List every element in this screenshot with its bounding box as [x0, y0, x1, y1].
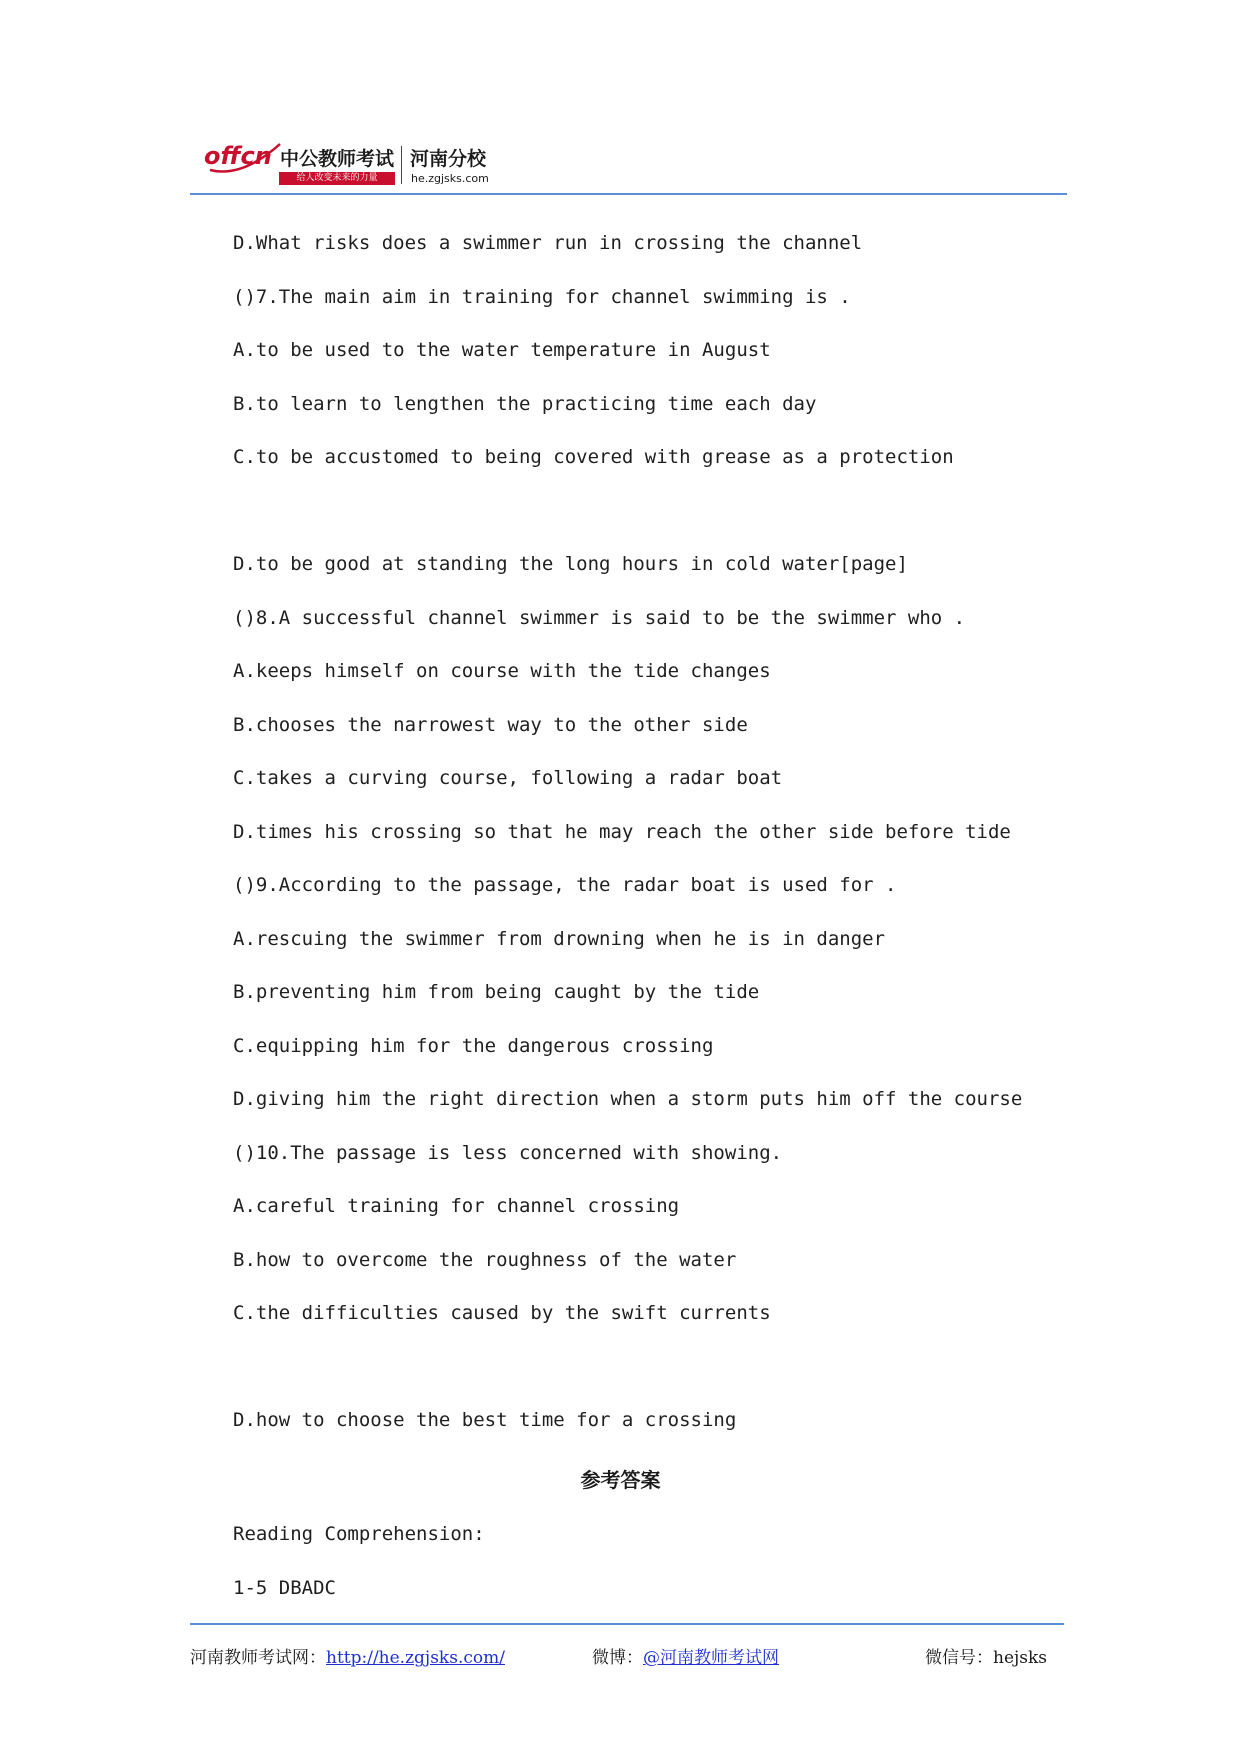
footer-divider [190, 1623, 1064, 1625]
answer-heading: 参考答案 [580, 1468, 661, 1492]
page-header [190, 128, 1070, 188]
question-line: D.to be good at standing the long hours in cold water[page] [233, 553, 908, 575]
question-line: C.the difficulties caused by the swift currents [233, 1302, 771, 1324]
footer-site-label: 河南教师考试网： [190, 1648, 326, 1668]
question-line: B.preventing him from being caught by the tide [233, 981, 760, 1003]
footer-wechat [925, 1643, 1047, 1668]
question-line: A.rescuing the swimmer from drowning when he is in danger [233, 927, 886, 950]
footer-weibo [592, 1643, 779, 1668]
logo-branch: 河南分校 [410, 148, 487, 170]
footer-wechat-label: 微信号： [925, 1648, 993, 1668]
question-line: C.to be accustomed to being covered with grease as a protection [233, 446, 954, 468]
answer-section-label: Reading Comprehension: [233, 1523, 485, 1545]
question-line: B.how to overcome the roughness of the water [233, 1248, 737, 1271]
question-line: B.chooses the narrowest way to the other side [233, 713, 748, 736]
answer-key: 1-5 DBADC [233, 1576, 336, 1599]
footer-site [190, 1643, 505, 1668]
header-divider [190, 193, 1067, 195]
logo-slogan: 给人改变未来的力量 [279, 172, 395, 185]
question-line: D.giving him the right direction when a storm puts him off the course [233, 1088, 1023, 1110]
question-line: ()10.The passage is less concerned with showing. [233, 1141, 783, 1164]
page-footer [190, 1643, 1070, 1673]
question-line: A.to be used to the water temperature in August [233, 339, 771, 361]
footer-weibo-label: 微博： [592, 1648, 643, 1668]
question-line: B.to learn to lengthen the practicing time each day [233, 392, 817, 415]
question-line: ()9.According to the passage, the radar boat is used for . [233, 874, 897, 896]
question-text [233, 228, 1033, 1459]
question-line: C.takes a curving course, following a radar boat [233, 767, 783, 789]
question-line: D.times his crossing so that he may reach the other side before tide [233, 820, 1011, 843]
question-line: ()8.A successful channel swimmer is said to be the swimmer who . [233, 606, 966, 629]
logo-mark-text: offcn [204, 142, 272, 170]
offcn-logo-icon [202, 134, 284, 176]
logo-title: 中公教师考试 [280, 148, 395, 170]
question-line: D.What risks does a swimmer run in crossing the channel [233, 232, 863, 254]
logo-site-url: he.zgjsks.com [411, 172, 489, 185]
blank-line [233, 1352, 1033, 1406]
blank-line [233, 496, 1033, 550]
answer-text [233, 1519, 485, 1626]
logo-divider [401, 146, 402, 184]
question-line: D.how to choose the best time for a crossing [233, 1409, 737, 1431]
footer-weibo-link[interactable]: @河南教师考试网 [643, 1648, 779, 1668]
question-line: A.keeps himself on course with the tide changes [233, 660, 771, 682]
footer-wechat-id: hejsks [993, 1648, 1048, 1668]
question-line: ()7.The main aim in training for channel swimming is . [233, 285, 851, 308]
question-line: A.careful training for channel crossing [233, 1195, 680, 1217]
footer-site-link[interactable]: http://he.zgjsks.com/ [326, 1648, 505, 1668]
question-line: C.equipping him for the dangerous crossing [233, 1034, 714, 1057]
